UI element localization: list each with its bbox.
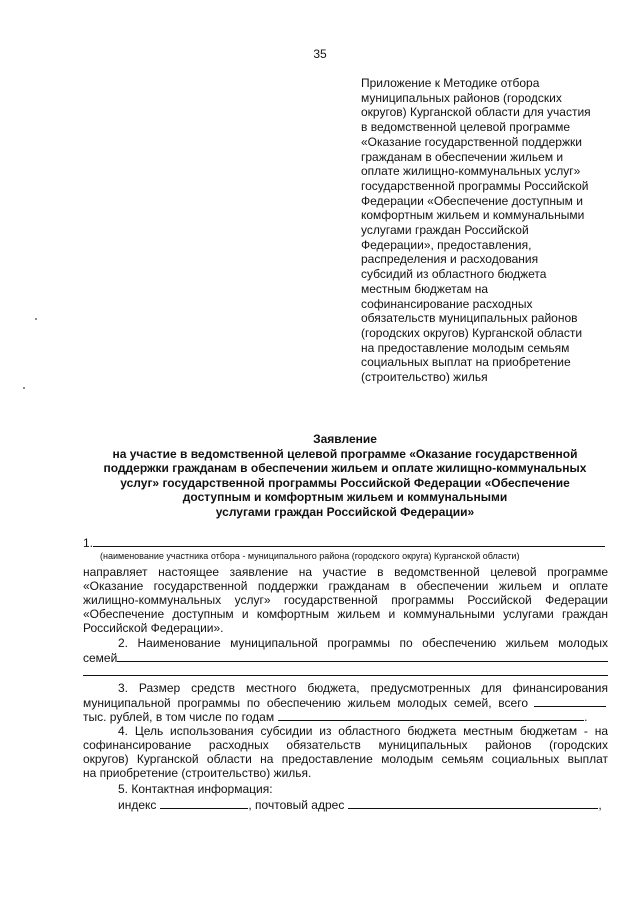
participant-name-field[interactable] <box>93 535 605 547</box>
item1-text-line: «Обеспечение доступным и комфортным жильем и коммунальными услугами граждан <box>83 607 608 621</box>
address-label: , почтовый адрес <box>248 798 345 812</box>
item5-row <box>118 797 602 812</box>
item1-text-line: направляет настоящее заявление на участие в ведомственной целевой программе <box>83 565 608 579</box>
page-number: 35 <box>313 47 327 61</box>
item1-text-line: «Оказание государственной поддержки гражданам в обеспечении жильем и оплате <box>83 579 608 593</box>
item4-text-line: 4. Цель использования субсидии из областного бюджета местным бюджетам - на <box>118 724 608 738</box>
postal-index-field[interactable] <box>160 797 248 809</box>
appendix-line: (городских округов) Курганской области <box>361 325 583 340</box>
item3-years-label: тыс. рублей, в том числе по годам <box>83 710 275 724</box>
appendix-line: Федерации», предоставления, <box>361 237 532 252</box>
item4-text-line: софинансирование расходных обязательств муниципальных районов (городских <box>83 738 608 752</box>
item4-text-line: округов) Курганской области на предоставление молодым семьям социальных выплат <box>83 752 608 766</box>
appendix-line: обязательств муниципальных районов <box>361 311 578 326</box>
appendix-line: Приложение к Методике отбора <box>361 76 540 90</box>
appendix-line: софинансирование расходных <box>361 296 533 311</box>
item4-text-line: на приобретение (строительство) жилья. <box>83 766 312 780</box>
budget-by-years-field[interactable] <box>278 709 584 721</box>
appendix-line: местным бюджетам на <box>361 281 489 296</box>
appendix-block <box>361 76 623 385</box>
appendix-line: распределения и расходования <box>361 252 539 267</box>
program-name-field[interactable] <box>117 650 608 662</box>
statement-line: доступным и комфортным жильем и коммунальными <box>182 490 508 504</box>
appendix-line: Федерации «Обеспечение доступным и <box>361 193 583 208</box>
appendix-line: в ведомственной целевой программе <box>361 120 571 135</box>
item3-row <box>83 695 608 710</box>
appendix-line: оплате жилищно-коммунальных услуг» <box>361 164 581 179</box>
statement-heading: Заявление <box>313 432 377 446</box>
appendix-line: социальных выплат на приобретение <box>361 355 571 370</box>
statement-line: услугами граждан Российской Федерации» <box>215 504 475 519</box>
appendix-line: округов) Курганской области для участия <box>361 105 591 120</box>
appendix-line: (строительство) жилья <box>361 370 488 385</box>
program-name-field-line2[interactable] <box>83 675 608 676</box>
item1-caption: (наименование участника отбора - муниципального района (городского округа) Курганской области) <box>100 551 520 561</box>
appendix-line: комфортным жильем и коммунальными <box>361 208 585 223</box>
statement-line: поддержки гражданам в обеспечении жильем и оплате жилищно-коммунальных <box>103 461 587 475</box>
statement-line: на участие в ведомственной целевой программе «Оказание государственной <box>112 446 578 461</box>
statement-title <box>50 432 640 519</box>
item3-end: . <box>584 710 588 724</box>
statement-line: услуг» государственной программы Российской Федерации «Обеспечение <box>120 475 570 490</box>
appendix-line: «Оказание государственной поддержки <box>361 134 582 149</box>
appendix-line: субсидий из областного бюджета <box>361 267 547 282</box>
appendix-line: муниципальных районов (городских <box>361 90 562 105</box>
item5-title: 5. Контактная информация: <box>118 782 273 796</box>
postal-address-field[interactable] <box>348 797 598 809</box>
item2-text-line: 2. Наименование муниципальной программы по обеспечению жильем молодых <box>118 636 608 650</box>
budget-total-field[interactable] <box>534 695 606 707</box>
appendix-line: гражданам в обеспечении жильем и <box>361 149 564 164</box>
appendix-line: услугами граждан Российской <box>361 223 529 238</box>
scan-speck <box>35 318 37 320</box>
item3-text-line: 3. Размер средств местного бюджета, предусмотренных для финансирования <box>118 681 608 695</box>
item1-number: 1. <box>83 536 94 550</box>
appendix-line: на предоставление молодым семьям <box>361 340 570 355</box>
item1-row <box>83 535 605 550</box>
item3-row <box>83 709 587 724</box>
item2-row <box>83 650 608 665</box>
index-label: индекс <box>118 798 157 812</box>
item1-text-line: жилищно-коммунальных услуг» государственной программы Российской Федерации <box>83 593 608 607</box>
scan-speck <box>23 387 25 389</box>
item3-text: муниципальной программы по обеспечению жильем молодых семей, всего <box>83 696 528 710</box>
item5-end: , <box>598 798 602 812</box>
item2-label: семей <box>83 651 118 665</box>
appendix-line: государственной программы Российской <box>361 178 589 193</box>
item1-text-line: Российской Федерации». <box>83 621 224 635</box>
